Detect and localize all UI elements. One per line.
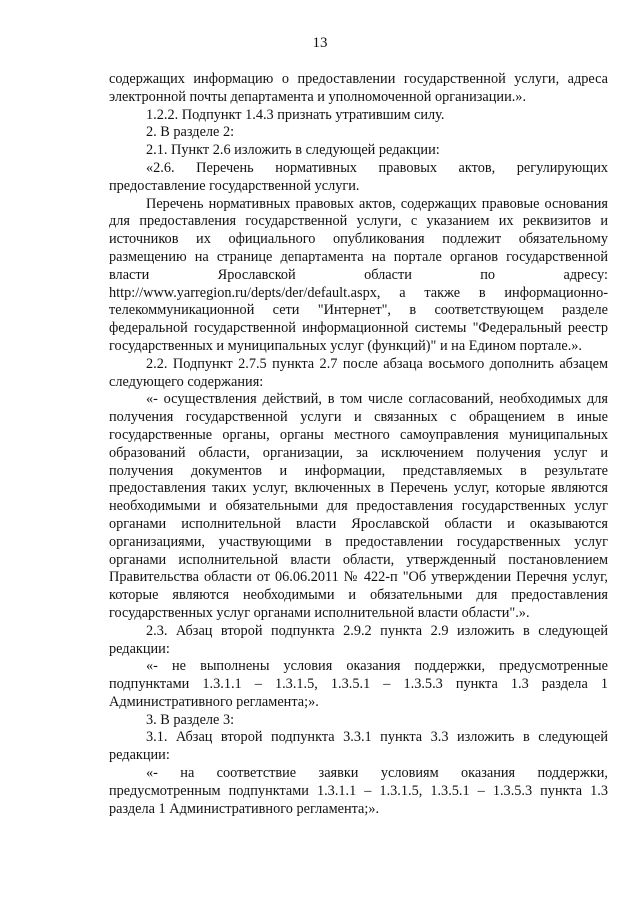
document-body [109,71,608,818]
paragraph-2-2: 2.2. Подпункт 2.7.5 пункта 2.7 после абзаца восьмого дополнить абзацем следующего содержания: [109,355,608,390]
paragraph-1-2-2: 1.2.2. Подпункт 1.4.3 признать утратившим силу. [146,106,445,123]
paragraph-continuation: содержащих информацию о предоставлении государственной услуги, адреса электронной почты департамента и уполномоченной организации.». [109,71,608,105]
paragraph-section-3: 3. В разделе 3: [146,711,235,728]
paragraph-section-2: 2. В разделе 2: [146,124,235,141]
paragraph-2-1: 2.1. Пункт 2.6 изложить в следующей редакции: [146,142,440,159]
paragraph-2-3-quote: «- не выполнены условия оказания поддержки, предусмотренные подпунктами 1.3.1.1 – 1.3.1.5, 1.3.5.1 – 1.3.5.3 пункта 1.3 раздела 1 Административного регламента;». [109,658,608,710]
paragraph-2-6-heading: «2.6. Перечень нормативных правовых актов, регулирующих предоставление государственной услуги. [109,159,608,194]
paragraph-3-1: 3.1. Абзац второй подпункта 3.3.1 пункта 3.3 изложить в следующей редакции: [109,729,608,764]
paragraph-2-6-body: Перечень нормативных правовых актов, содержащих правовые основания для предоставления государственной услуги, с указанием их реквизитов и источников их официального опубликования подлежит обязательному размещению на странице департамента на портале органов государственной власти Ярославской области по адресу: http://www.yarregion.ru/depts/der/default.aspx, а также в информационно-телекоммуникационной сети "Интернет", в соответствующем разделе федеральной государственной информационной системы "Федеральный реестр государственных и муниципальных услуг (функций)" и на Едином портале.». [109,195,608,354]
paragraph-3-1-quote: «- на соответствие заявки условиям оказания поддержки, предусмотренным подпунктами 1.3.1.1 – 1.3.1.5, 1.3.5.1 – 1.3.5.3 пункта 1.3 раздела 1 Административного регламента;». [109,765,608,817]
page-number: 13 [312,35,328,51]
paragraph-2-2-quote: «- осуществления действий, в том числе согласований, необходимых для получения государственной услуги и связанных с обращением в иные государственные органы, органы местного самоуправления муниципальных образований области, организации, за исключением получения услуг и получения документов и информации, представляемых в результате предоставления таких услуг, включенных в Перечень услуг, которые являются необходимыми и обязательными для предоставления государственных услуг органами исполнительной власти Ярославской области и оказываются организациями, участвующими в предоставлении государственных услуг органами исполнительной власти области, утвержденный постановлением Правительства области от 06.06.2011 № 422-п "Об утверждении Перечня услуг, которые являются необходимыми и обязательными для предоставления государственных услуг органами исполнительной власти области".». [109,391,608,621]
paragraph-2-3: 2.3. Абзац второй подпункта 2.9.2 пункта 2.9 изложить в следующей редакции: [109,622,608,657]
